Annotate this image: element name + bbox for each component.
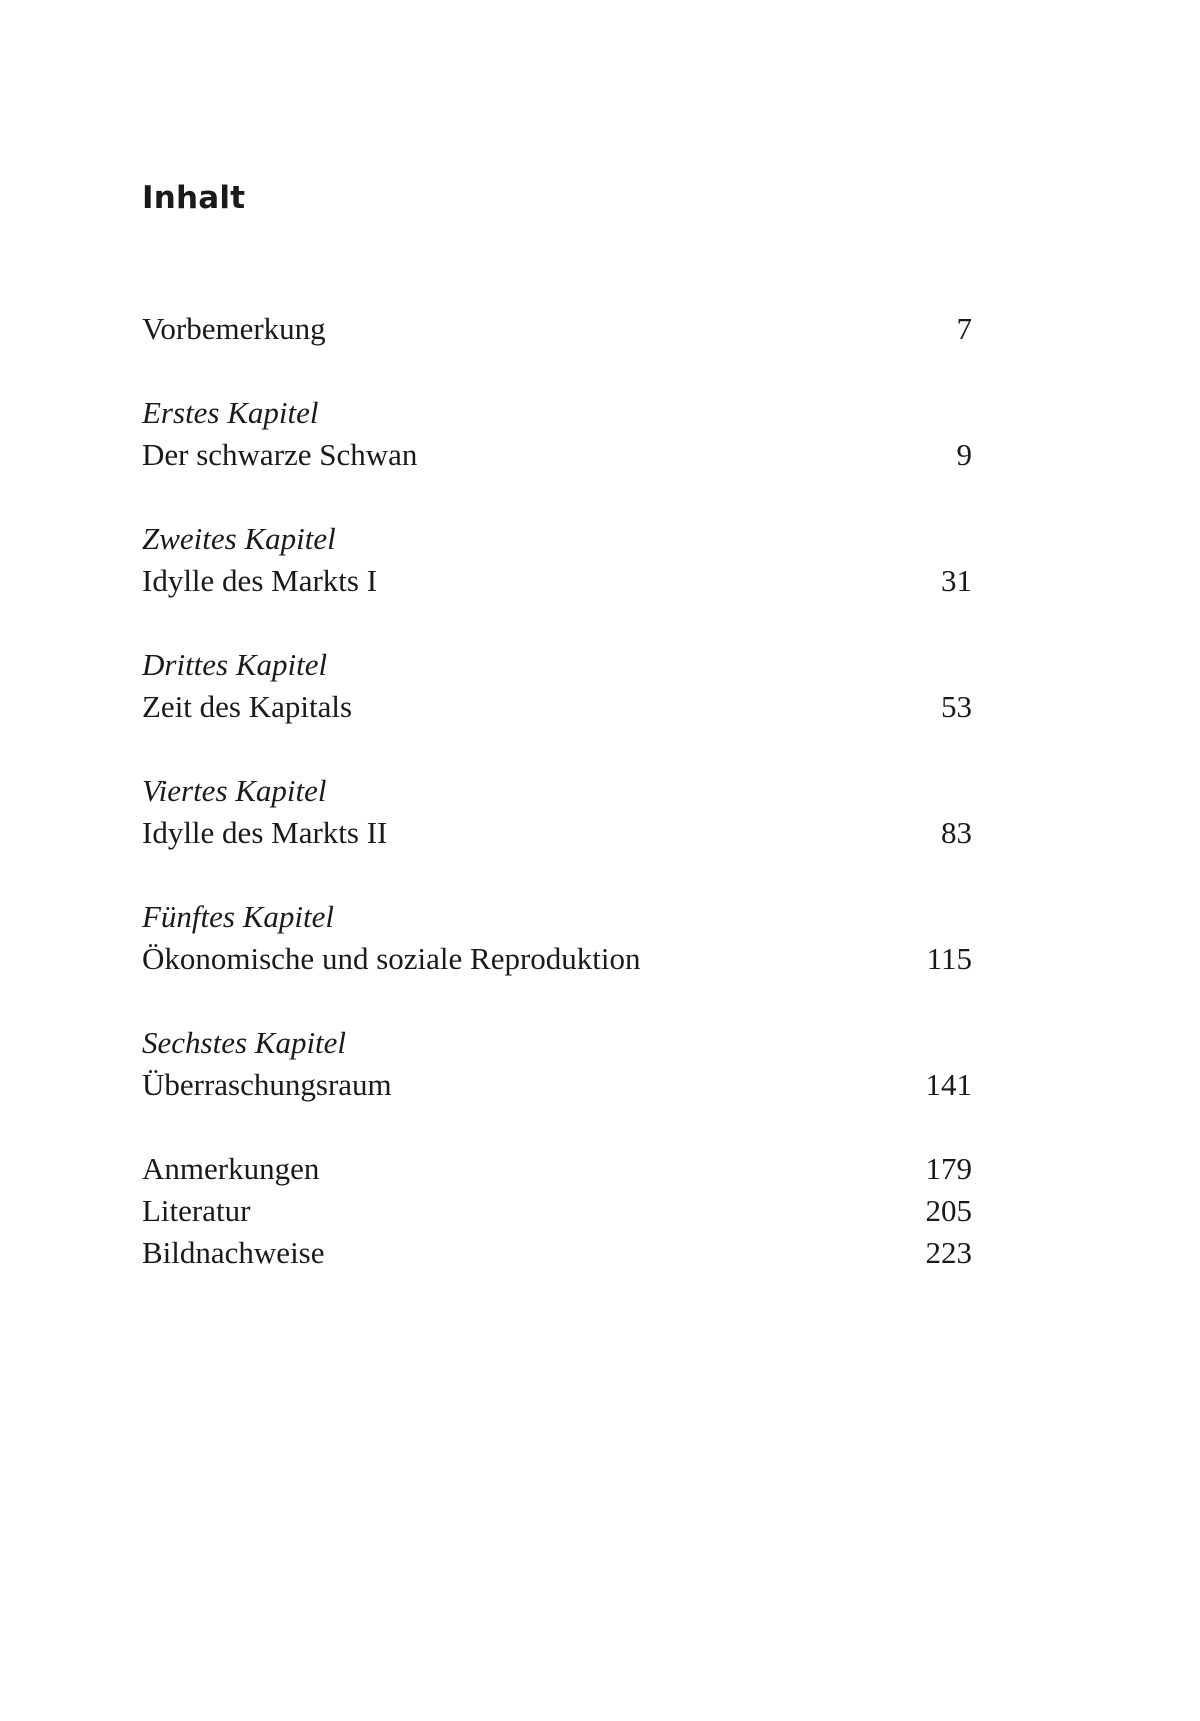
chapter-label: Fünftes Kapitel <box>142 899 335 934</box>
toc-entry-title: Überraschungsraum <box>142 1067 392 1102</box>
toc-row <box>142 434 972 476</box>
toc-entry-title: Ökonomische und soziale Reproduktion <box>142 941 641 976</box>
chapter-label: Drittes Kapitel <box>142 647 328 682</box>
page-title: Inhalt <box>142 180 246 216</box>
toc-entry-title: Anmerkungen <box>142 1151 320 1186</box>
toc-row-notes <box>142 1148 972 1190</box>
toc-chapter-4 <box>142 770 972 854</box>
toc-entry-foreword <box>142 308 972 350</box>
toc-page-number: 179 <box>925 1151 972 1186</box>
toc-back-matter <box>142 1148 972 1274</box>
toc-entry-title: Der schwarze Schwan <box>142 437 418 472</box>
toc-page-number: 223 <box>925 1235 972 1270</box>
toc-page-number: 53 <box>941 689 972 724</box>
toc-chapter-3 <box>142 644 972 728</box>
toc-row <box>142 938 972 980</box>
toc-row <box>142 308 972 350</box>
toc-entry-title: Literatur <box>142 1193 251 1228</box>
toc-chapter-5 <box>142 896 972 980</box>
chapter-label: Erstes Kapitel <box>142 395 319 430</box>
toc-page-number: 115 <box>926 941 972 976</box>
toc-page-number: 83 <box>941 815 972 850</box>
chapter-label: Zweites Kapitel <box>142 521 336 556</box>
toc-chapter-6 <box>142 1022 972 1106</box>
toc-row <box>142 812 972 854</box>
chapter-label: Sechstes Kapitel <box>142 1025 347 1060</box>
toc-entry-title: Vorbemerkung <box>142 311 326 346</box>
toc-entry-title: Bildnachweise <box>142 1235 325 1270</box>
toc-row <box>142 686 972 728</box>
table-of-contents <box>142 308 972 1274</box>
toc-page-number: 7 <box>956 311 972 346</box>
toc-row <box>142 1064 972 1106</box>
toc-row-bibliography <box>142 1190 972 1232</box>
toc-row-image-credits <box>142 1232 972 1274</box>
toc-page-number: 205 <box>925 1193 972 1228</box>
toc-page-number: 9 <box>956 437 972 472</box>
toc-page-number: 141 <box>925 1067 972 1102</box>
toc-row <box>142 560 972 602</box>
toc-entry-title: Zeit des Kapitals <box>142 689 353 724</box>
toc-chapter-2 <box>142 518 972 602</box>
toc-entry-title: Idylle des Markts II <box>142 815 388 850</box>
toc-entry-title: Idylle des Markts I <box>142 563 378 598</box>
chapter-label: Viertes Kapitel <box>142 773 327 808</box>
toc-chapter-1 <box>142 392 972 476</box>
toc-page-number: 31 <box>941 563 972 598</box>
